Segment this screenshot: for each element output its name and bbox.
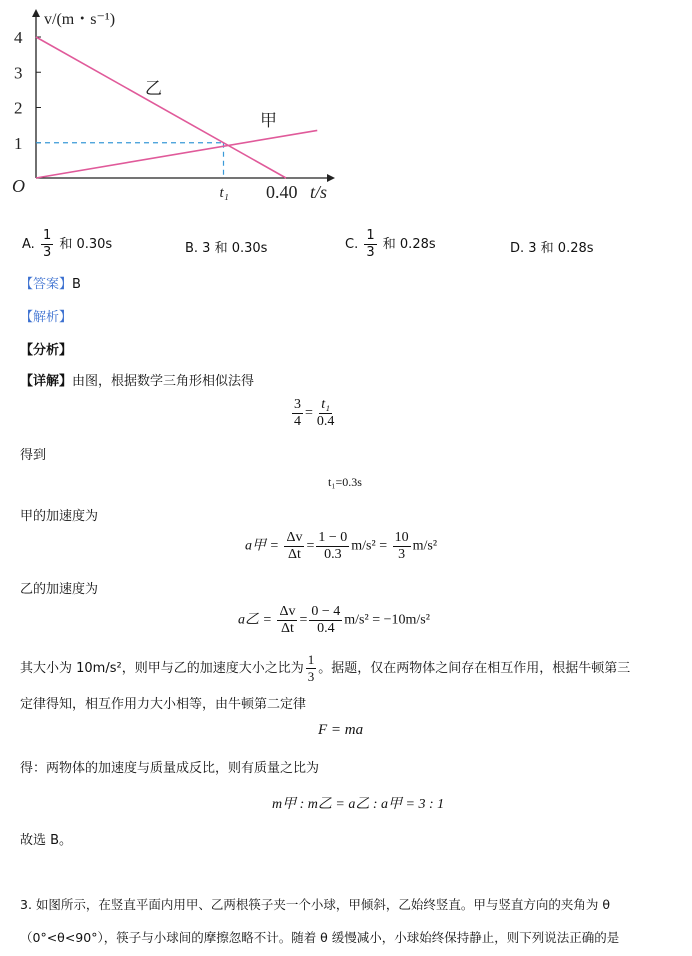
para1-den: 3 (307, 669, 315, 684)
answer-line (20, 273, 81, 292)
eq4-rest: m/s² = −10m/s² (344, 612, 430, 628)
eq3-frac3 (393, 530, 411, 563)
x-axis-label: t/s (310, 182, 328, 202)
option-a-fraction (41, 228, 53, 261)
eq4-frac2 (309, 604, 342, 637)
para1-pre: 其大小为 10m/s²，则甲与乙的加速度大小之比为 (20, 661, 304, 676)
x-tick-label-t1: t₁ (219, 185, 229, 201)
option-a-num: 1 (42, 228, 52, 243)
eq1-left-num: 3 (294, 397, 301, 412)
option-d: D. 3 和 0.28s (510, 241, 594, 256)
ratio-paragraph-line2: 定律得知，相互作用力大小相等，由牛顿第二定律 (20, 697, 307, 712)
para1-fraction (306, 652, 317, 685)
option-a (22, 228, 112, 261)
eq3-unit1: m/s² = (351, 538, 388, 554)
eq3-n1: Δv (286, 530, 303, 545)
option-c-letter: C. (345, 237, 359, 252)
series-line-jia (36, 130, 317, 178)
eq1-left-fraction (292, 397, 303, 430)
equation-yi-accel (238, 604, 430, 637)
detail-tag: 【详解】 (20, 374, 73, 389)
eq3-d2: 0.3 (324, 547, 342, 562)
mass-ratio-paragraph: 得：两物体的加速度与质量成反比，则有质量之比为 (20, 761, 320, 776)
de-dao-text: 得到 (20, 448, 47, 463)
equation-newton: F = ma (318, 722, 364, 738)
y-tick-label: 4 (14, 28, 23, 47)
option-a-letter: A. (22, 237, 35, 252)
equation-mass-ratio: m甲 : m乙 = a乙 : a甲 = 3 : 1 (272, 797, 445, 812)
y-tick-label: 2 (14, 98, 23, 118)
eq4-n2: 0 − 4 (311, 604, 341, 619)
yi-accel-label: 乙的加速度为 (20, 582, 99, 597)
option-a-den: 3 (42, 245, 52, 260)
velocity-time-chart (0, 0, 340, 205)
conclusion-text: 故选 B。 (20, 833, 73, 848)
eq1-right-num: t₁ (321, 397, 331, 412)
eq4-frac1 (277, 604, 297, 637)
y-tick-label: 3 (14, 63, 23, 83)
detail-line (20, 370, 254, 389)
eq3-frac1 (284, 530, 304, 563)
eq3-d3: 3 (398, 547, 406, 562)
analysis-tag: 【解析】 (20, 310, 73, 325)
para1-num: 1 (307, 652, 315, 667)
answer-value: B (72, 277, 81, 292)
equation-jia-accel (245, 530, 437, 563)
question-3-line1: 3. 如图所示，在竖直平面内用甲、乙两根筷子夹一个小球，甲倾斜，乙始终竖直。甲与竖直方向的夹角为 θ (20, 897, 611, 912)
option-c-den: 3 (366, 245, 375, 260)
fenxi-tag: 【分析】 (20, 343, 73, 358)
jia-accel-label: 甲的加速度为 (20, 509, 99, 524)
origin-label: O (12, 176, 25, 196)
option-a-text: 和 0.30s (59, 237, 113, 252)
series-label-yi: 乙 (145, 79, 162, 99)
y-tick-label: 1 (14, 133, 23, 153)
eq4-mid: = (299, 612, 308, 628)
eq1-right-fraction (315, 397, 337, 430)
eq3-unit2: m/s² (412, 538, 438, 554)
eq3-lhs: a甲 = (245, 538, 279, 554)
eq4-n1: Δv (279, 604, 296, 619)
ratio-paragraph (20, 652, 630, 685)
eq3-n2: 1 − 0 (318, 530, 348, 545)
eq4-lhs: a乙 = (238, 612, 272, 628)
y-axis-arrow (32, 9, 40, 17)
eq3-n3: 10 (394, 530, 409, 545)
question-3-line2: （0°<θ<90°），筷子与小球间的摩擦忽略不计。随着 θ 缓慢减小，小球始终保持静止，则下列说法正确的是 (20, 930, 620, 945)
y-axis-label: v/(m・s⁻¹) (44, 11, 116, 28)
eq4-d2: 0.4 (317, 621, 335, 636)
para1-post: 。据题，仅在两物体之间存在相互作用，根据牛顿第三 (318, 661, 631, 676)
detail-text: 由图，根据数学三角形相似法得 (72, 374, 255, 389)
option-b: B. 3 和 0.30s (185, 241, 268, 256)
equation-t1: t₁=0.3s (328, 475, 362, 489)
option-c (345, 228, 436, 261)
series-label-jia: 甲 (260, 111, 277, 131)
eq1-right-den: 0.4 (316, 414, 335, 429)
eq4-d1: Δt (281, 621, 294, 636)
x-tick-label-040: 0.40 (266, 182, 298, 202)
answer-tag: 【答案】 (20, 277, 73, 292)
x-axis-arrow (327, 174, 335, 182)
eq3-frac2 (316, 530, 349, 563)
eq1-left-den: 4 (294, 414, 301, 429)
eq3-d1: Δt (288, 547, 301, 562)
equation-similarity: $\frac{3}{4}$ = $\frac{\text{t₁}}{0.4}$ (294, 397, 335, 429)
option-c-text: 和 0.28s (382, 237, 436, 252)
option-c-fraction (364, 228, 376, 261)
eq3-mid: = (306, 538, 315, 554)
option-c-num: 1 (366, 228, 375, 243)
